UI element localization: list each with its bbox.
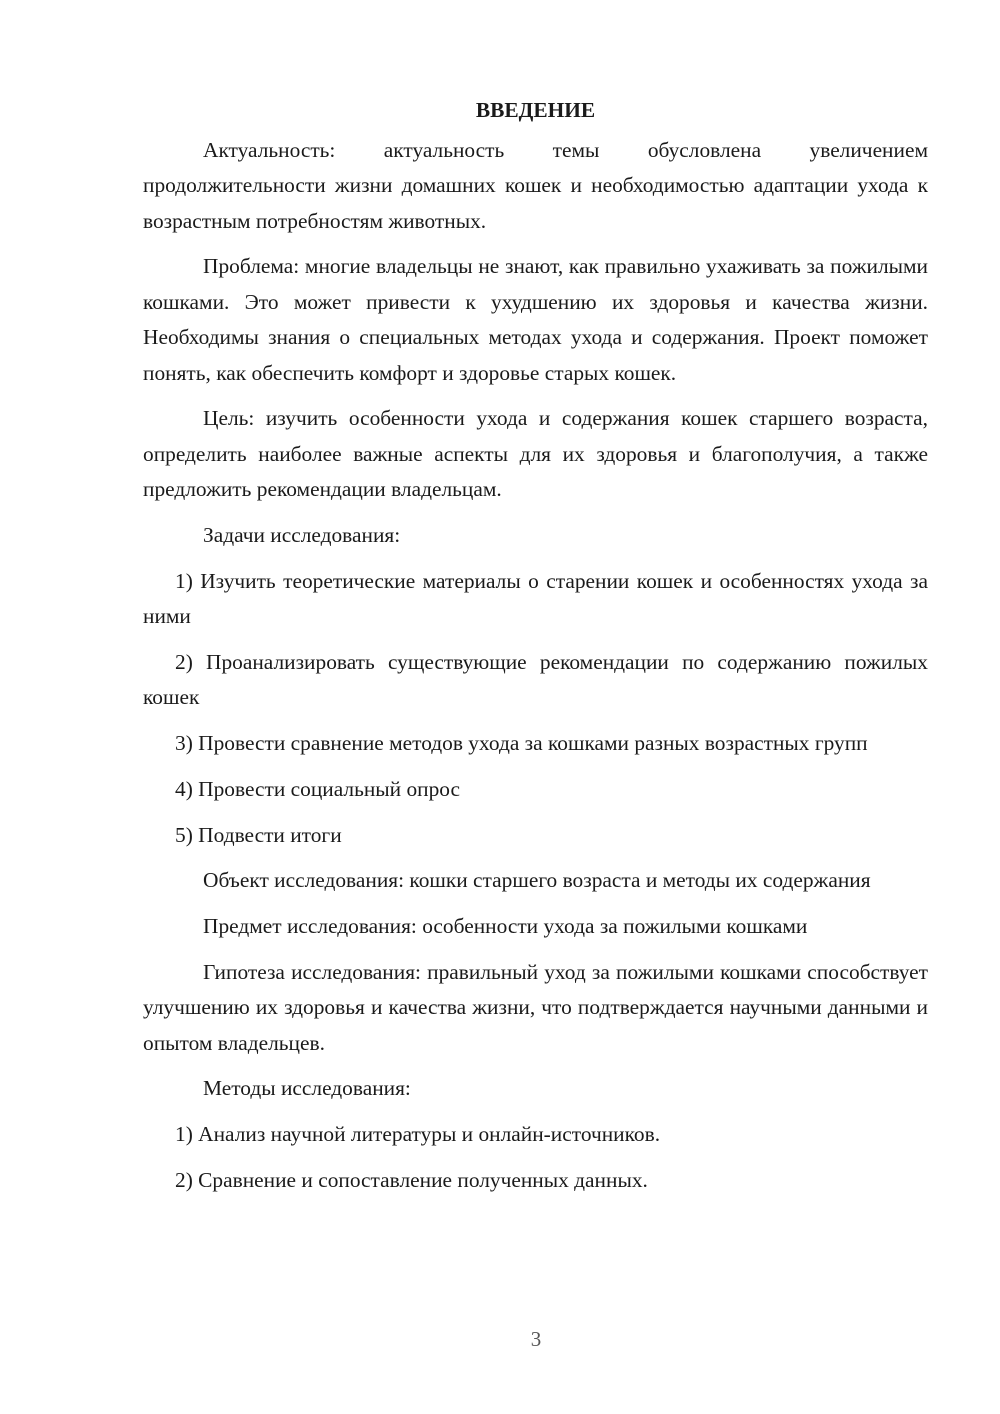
section-title: ВВЕДЕНИЕ [475,98,596,122]
method-item: 1) Анализ научной литературы и онлайн-источников. [175,1121,661,1146]
methods-heading: Методы исследования: [203,1076,411,1101]
object-paragraph: Объект исследования: кошки старшего возраста и методы их содержания [203,868,871,893]
subject-paragraph: Предмет исследования: особенности ухода за пожилыми кошками [203,913,808,938]
tasks-heading: Задачи исследования: [203,523,401,548]
page-number: 3 [530,1327,542,1351]
document-page [143,93,928,1208]
task-item: 1) Изучить теоретические материалы о старении кошек и особенностях ухода за ними [143,568,928,629]
task-item: 3) Провести сравнение методов ухода за кошками разных возрастных групп [175,731,868,756]
problem-paragraph: Проблема: многие владельцы не знают, как правильно ухаживать за пожилыми кошками. Это может привести к ухудшению их здоровья и качества жизни. Необходимы знания о специальных методах ухода и содержания. Проект поможет понять, как обеспечить комфорт и здоровье старых кошек. [143,254,928,385]
task-item: 4) Провести социальный опрос [175,776,461,801]
hypothesis-paragraph: Гипотеза исследования: правильный уход за пожилыми кошками способствует улучшению их здоровья и качества жизни, что подтверждается научными данными и опытом владельцев. [143,959,928,1055]
task-item: 5) Подвести итоги [175,822,342,847]
goal-paragraph: Цель: изучить особенности ухода и содержания кошек старшего возраста, определить наиболее важные аспекты для их здоровья и благополучия, а также предложить рекомендации владельцам. [143,406,928,502]
task-item: 2) Проанализировать существующие рекомендации по содержанию пожилых кошек [143,649,928,710]
method-item: 2) Сравнение и сопоставление полученных данных. [175,1167,648,1192]
relevance-paragraph: Актуальность: актуальность темы обусловлена увеличением продолжительности жизни домашних кошек и необходимостью адаптации ухода к возрастным потребностям животных. [143,137,928,233]
